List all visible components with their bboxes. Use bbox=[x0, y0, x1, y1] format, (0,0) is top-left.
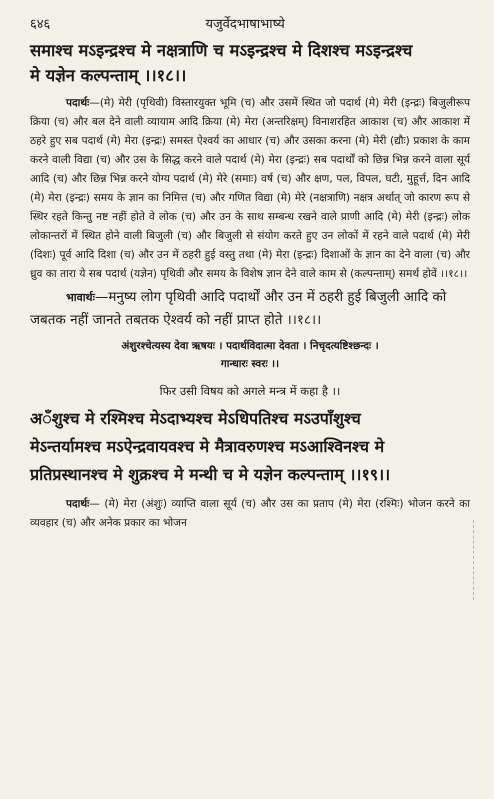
swar-line: गान्धारः स्वरः ।। bbox=[220, 358, 280, 370]
page-title: यजुर्वेदभाषाभाष्ये bbox=[205, 17, 285, 32]
mantra-18-line-2: मे यज्ञेन कल्पन्ताम् ।।१८।। bbox=[30, 66, 187, 85]
page-header bbox=[30, 14, 470, 32]
mantra-19 bbox=[30, 405, 470, 489]
padartha-19-label: पदार्थः bbox=[66, 498, 90, 510]
rishi-devata-line: अंशुरश्चेत्यस्य देवा ऋषयः । पदार्थविदात्मा देवता । निचृदत्यष्टिश्छन्दः । bbox=[121, 340, 379, 352]
padartha-18-text: —(मे) मेरी (पृथिवी) विस्तारयुक्त भूमि (च) और उसमें स्थित जो पदार्थ (मे) मेरी (इन्द्रः) बिजुलीरूप क्रिया (च) और बल देने वाली व्यायाम आदि क्रिया (मे) मेरा (अन्तरिक्षम्) विनाशरहित आकाश (च) और आकाश में ठहरे हुए सब पदार्थ (मे) मेरा (इन्द्रः) समस्त ऐश्वर्य का आधार (च) और उसका करना (मे) मेरी (द्यौः) प्रकाश के काम करने वाली विद्या (च) और उस के सिद्ध करने वाले पदार्थ (मे) मेरा (इन्द्रः) सब पदार्थों को छिन्न भिन्न करने वाला सूर्य आदि (च) और छिन्न भिन्न करने योग्य पदार्थ (मे) मेरे (समाः) वर्ष (च) और क्षण, पल, विपल, घटी, मुहूर्त्त, दिन आदि (मे) मेरा (इन्द्रः) समय के ज्ञान का निमित्त (च) और गणित विद्या (मे) मेरे (नक्षत्राणि) नक्षत्र अर्थात् जो कारण रूप से स्थिर रहते किन्तु नष्ट नहीं होते वे लोक (च) और उन के साथ सम्बन्ध रखने वाले प्राणी आदि (मे) मेरी (इन्द्रः) लोक लोकान्तरों में स्थित होने वाली बिजुली (च) और बिजुली से संयोग करते हुए उन लोकों में रहने वाले पदार्थ (मे) मेरी (दिशः) पूर्व आदि दिशा (च) और उन में ठहरी हुई वस्तु तथा (मे) मेरा (इन्द्रः) दिशाओं के ज्ञान का देने वाला (च) और ध्रुव का तारा ये सब पदार्थ (यज्ञेन) पृथिवी और समय के विशेष ज्ञान देने वाले काम से (कल्पन्ताम्) समर्थ होवें ।।१८।। bbox=[30, 97, 470, 280]
margin-mark bbox=[473, 520, 492, 600]
bhavartha-18-text: —मनुष्य लोग पृथिवी आदि पदार्थों और उन में ठहरी हुई बिजुली आदि को जबतक नहीं जानते तबतक ऐश्वर्य को नहीं प्राप्त होते ।।१८।। bbox=[30, 289, 447, 328]
mantra-19-line-2: मेऽन्तर्यामश्च मऽऐन्द्रवायवश्च मे मैत्रावरुणश्च मऽआश्विनश्च मे bbox=[30, 437, 385, 456]
mantra-18 bbox=[30, 38, 470, 88]
mantra-19-line-3: प्रतिप्रस्थानश्च मे शुक्रश्च मे मन्थी च मे यज्ञेन कल्पन्ताम् ।।१९।। bbox=[30, 465, 391, 484]
mantra-19-intro: फिर उसी विषय को अगले मन्त्र में कहा है ।। bbox=[159, 384, 341, 398]
padartha-18-label: पदार्थः bbox=[66, 97, 90, 109]
bhavartha-18-label: भावार्थः bbox=[66, 291, 95, 304]
bhavartha-18 bbox=[30, 286, 470, 331]
mantra-18-line-1: समाश्च मऽइन्द्रश्च मे नक्षत्राणि च मऽइन्द्रश्च मे दिशश्च मऽइन्द्रश्च bbox=[30, 41, 413, 60]
page-number: ६४६ bbox=[30, 17, 51, 32]
padartha-18 bbox=[30, 94, 470, 284]
padartha-19 bbox=[30, 495, 470, 533]
padartha-19-text: — (मे) मेरा (अंशुः) व्याप्ति वाला सूर्य (च) और उस का प्रताप (मे) मेरा (रश्मिः) भोजन करने का व्यवहार (च) और अनेक प्रकार का भोजन bbox=[30, 498, 470, 529]
mantra-19-line-1: अॅंशुश्च मे रश्मिश्च मेऽदाभ्यश्च मेऽधिपतिश्च मऽउपाॅंशुश्च bbox=[30, 409, 361, 428]
